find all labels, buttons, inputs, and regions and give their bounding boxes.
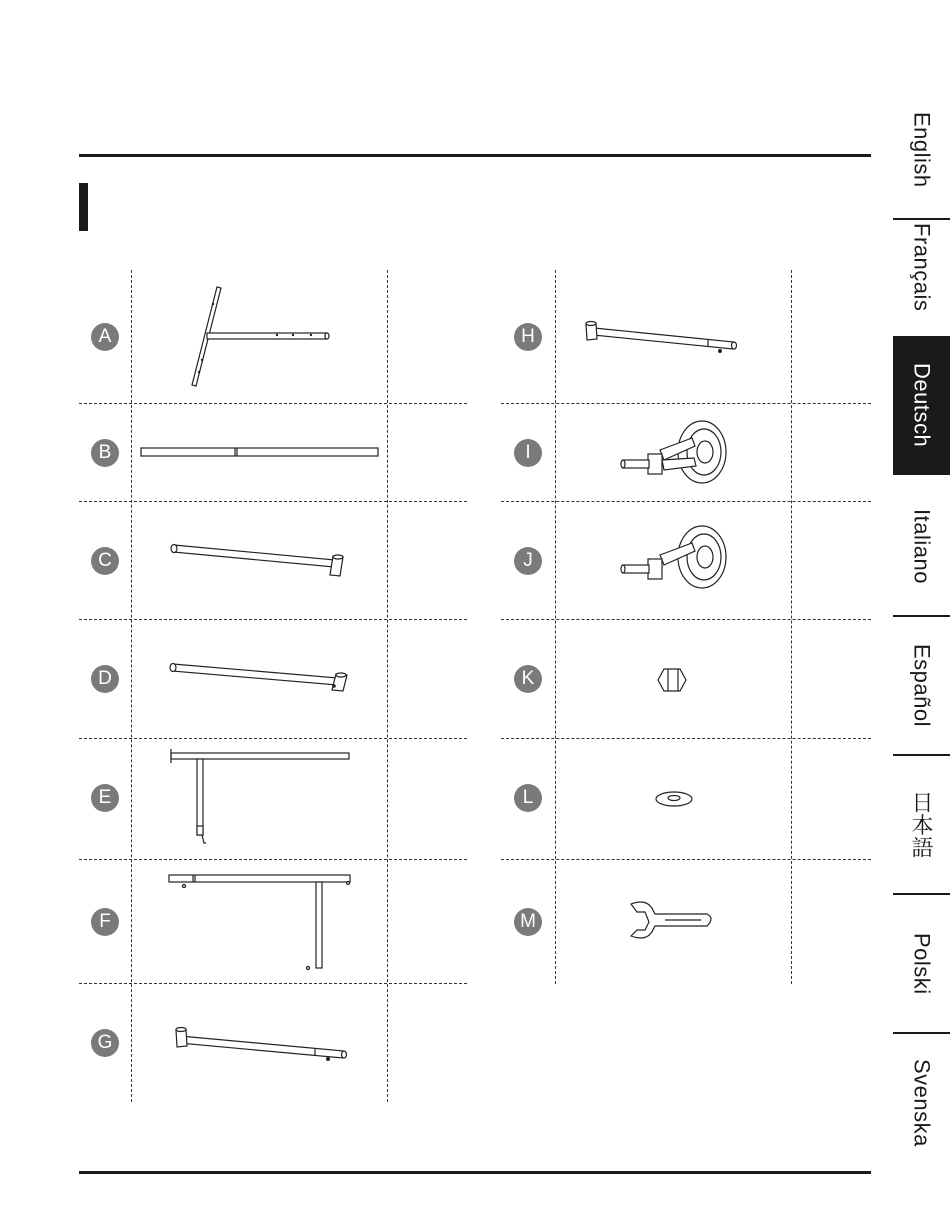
part-badge-j: J — [514, 547, 542, 575]
grid-line — [387, 270, 388, 1102]
tab-francais[interactable] — [893, 198, 950, 337]
section-marker — [79, 183, 88, 231]
part-badge-b: B — [91, 439, 119, 467]
t-frame-icon — [168, 748, 353, 848]
grid-line — [501, 619, 871, 620]
language-tabs — [893, 80, 950, 1195]
grid-line — [131, 270, 132, 1102]
part-badge-d: D — [91, 665, 119, 693]
tube-with-end-icon — [170, 660, 350, 695]
grid-line — [791, 270, 792, 984]
tab-label: Français — [909, 223, 935, 312]
caster-wheel-icon — [620, 420, 730, 490]
part-badge-g: G — [91, 1029, 119, 1057]
grid-line — [79, 983, 467, 984]
tab-deutsch[interactable] — [893, 336, 950, 475]
grid-line — [501, 859, 871, 860]
bottom-rule — [79, 1171, 871, 1174]
tab-label: Deutsch — [909, 363, 935, 448]
tab-label: 日本語 — [909, 790, 934, 859]
part-badge-h: H — [514, 323, 542, 351]
grid-line — [555, 270, 556, 984]
part-badge-m: M — [514, 908, 542, 936]
tab-espanol[interactable] — [893, 616, 950, 755]
tab-japanese[interactable] — [893, 755, 950, 894]
part-badge-f: F — [91, 908, 119, 936]
nut-icon — [656, 667, 688, 693]
tab-label: Polski — [909, 932, 935, 995]
part-badge-i: I — [514, 439, 542, 467]
grid-line — [501, 501, 871, 502]
tab-label: Español — [909, 643, 935, 727]
long-bar-icon — [140, 446, 380, 460]
part-badge-k: K — [514, 665, 542, 693]
part-badge-c: C — [91, 547, 119, 575]
grid-line — [501, 738, 871, 739]
tube-with-end-icon — [170, 540, 350, 580]
tube-with-end-icon — [170, 1022, 352, 1066]
t-frame-leg-icon — [180, 280, 340, 395]
tube-with-end-icon — [580, 318, 740, 358]
part-badge-e: E — [91, 784, 119, 812]
tab-polski[interactable] — [893, 894, 950, 1033]
part-badge-a: A — [91, 323, 119, 351]
tab-label: Italiano — [909, 509, 935, 584]
grid-line — [79, 619, 467, 620]
tab-italiano[interactable] — [893, 477, 950, 616]
grid-line — [79, 501, 467, 502]
part-badge-l: L — [514, 784, 542, 812]
top-rule — [79, 154, 871, 157]
grid-line — [79, 859, 467, 860]
tab-svenska[interactable] — [893, 1033, 950, 1172]
t-frame-offset-icon — [166, 870, 356, 972]
grid-line — [79, 738, 467, 739]
tab-label: Svenska — [909, 1058, 935, 1147]
washer-icon — [654, 790, 694, 808]
tab-label: English — [909, 111, 935, 188]
caster-wheel-icon — [620, 525, 730, 595]
grid-line — [501, 403, 871, 404]
wrench-icon — [625, 900, 717, 942]
grid-line — [79, 403, 467, 404]
